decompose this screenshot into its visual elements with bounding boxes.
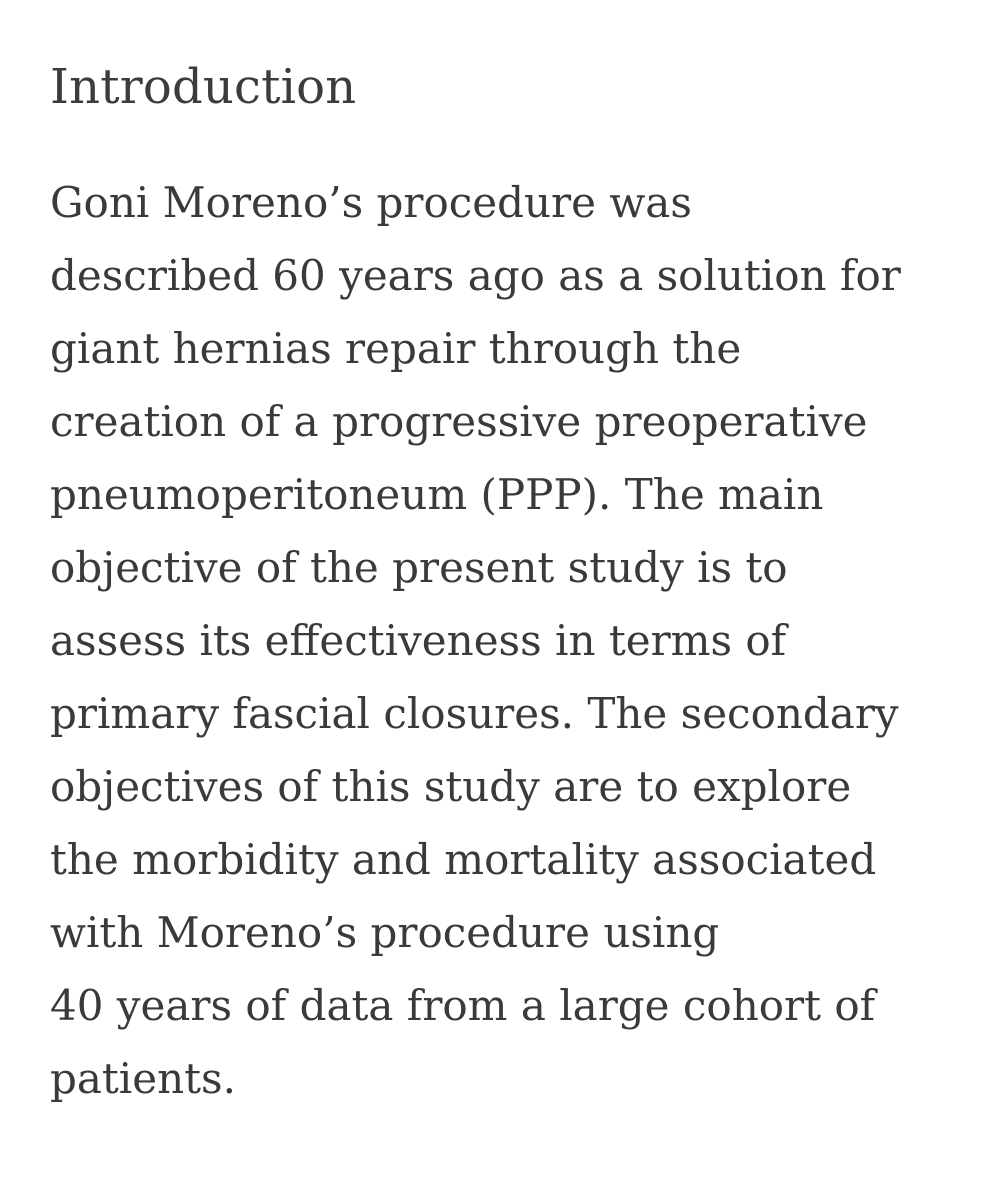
paragraph-line: pneumoperitoneum (PPP). The main [50,470,824,519]
paragraph-line: patients. [50,1054,236,1103]
introduction-paragraph [50,166,950,1115]
paragraph-line: creation of a progressive preoperative [50,397,868,446]
article-section [50,52,950,1115]
section-title: Introduction [50,59,357,115]
paragraph-line: giant hernias repair through the [50,324,742,373]
paragraph-line: described 60 years ago as a solution for [50,251,901,300]
paragraph-line: primary fascial closures. The secondary [50,689,899,738]
paragraph-line: objectives of this study are to explore [50,762,852,811]
paragraph-line: the morbidity and mortality associated [50,835,877,884]
paragraph-line: 40 years of data from a large cohort of [50,981,876,1030]
paragraph-line: assess its effectiveness in terms of [50,616,787,665]
paragraph-line: objective of the present study is to [50,543,788,592]
paragraph-line: Goni Moreno’s procedure was [50,178,692,227]
paragraph-line: with Moreno’s procedure using [50,908,720,957]
